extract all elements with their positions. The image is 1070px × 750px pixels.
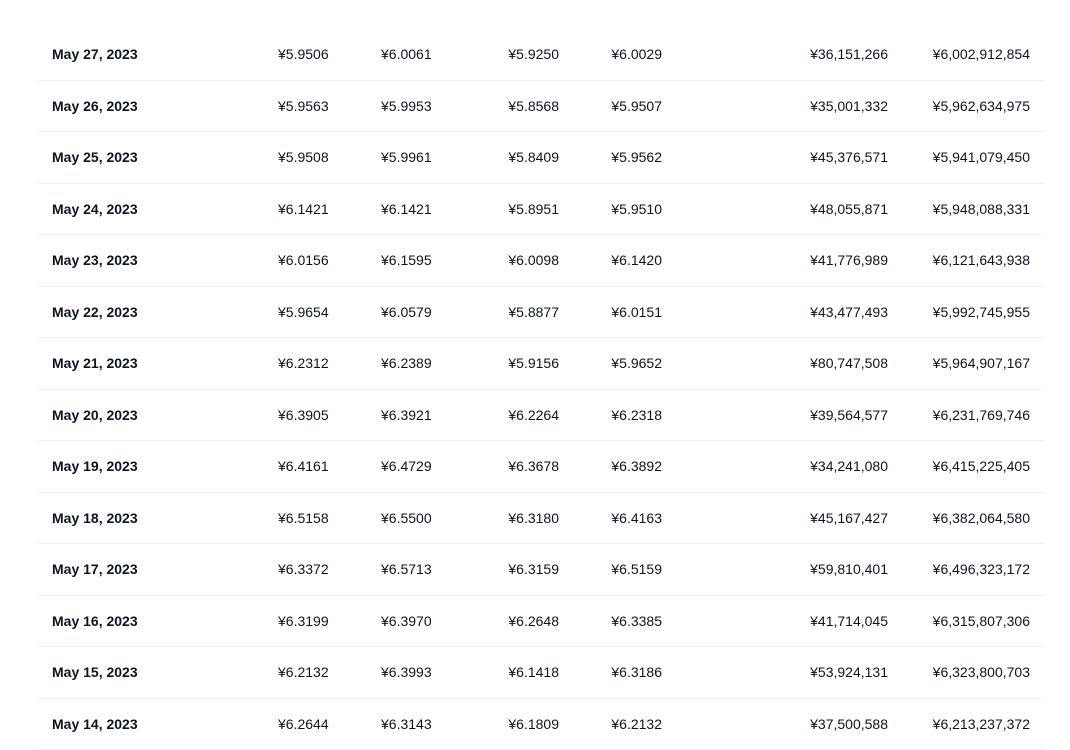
table-row: [38, 184, 1044, 236]
volume-cell: ¥43,477,493: [810, 287, 888, 338]
market-cap-cell: ¥6,496,323,172: [933, 544, 1030, 595]
market-cap-cell: ¥5,964,907,167: [933, 338, 1030, 389]
high-price-cell: ¥6.3921: [381, 390, 432, 441]
table-row: [38, 441, 1044, 493]
date-cell: May 27, 2023: [52, 29, 138, 80]
market-cap-cell: ¥6,213,237,372: [933, 699, 1030, 750]
table-row: [38, 699, 1044, 750]
high-price-cell: ¥5.9953: [381, 81, 432, 132]
date-cell: May 14, 2023: [52, 699, 138, 750]
open-price-cell: ¥6.1421: [278, 184, 329, 235]
market-cap-cell: ¥5,992,745,955: [933, 287, 1030, 338]
close-price-cell: ¥6.0151: [611, 287, 662, 338]
low-price-cell: ¥5.8951: [508, 184, 559, 235]
table-row: [38, 235, 1044, 287]
volume-cell: ¥59,810,401: [810, 544, 888, 595]
high-price-cell: ¥6.4729: [381, 441, 432, 492]
date-cell: May 26, 2023: [52, 81, 138, 132]
date-cell: May 23, 2023: [52, 235, 138, 286]
high-price-cell: ¥6.5500: [381, 493, 432, 544]
market-cap-cell: ¥6,231,769,746: [933, 390, 1030, 441]
table-row: [38, 287, 1044, 339]
volume-cell: ¥80,747,508: [810, 338, 888, 389]
high-price-cell: ¥6.0061: [381, 29, 432, 80]
low-price-cell: ¥5.8409: [508, 132, 559, 183]
volume-cell: ¥36,151,266: [810, 29, 888, 80]
high-price-cell: ¥6.3993: [381, 647, 432, 698]
close-price-cell: ¥6.0029: [611, 29, 662, 80]
high-price-cell: ¥6.5713: [381, 544, 432, 595]
market-cap-cell: ¥6,002,912,854: [933, 29, 1030, 80]
open-price-cell: ¥5.9506: [278, 29, 329, 80]
date-cell: May 21, 2023: [52, 338, 138, 389]
volume-cell: ¥37,500,588: [810, 699, 888, 750]
date-cell: May 20, 2023: [52, 390, 138, 441]
market-cap-cell: ¥6,315,807,306: [933, 596, 1030, 647]
high-price-cell: ¥6.1595: [381, 235, 432, 286]
table-row: [38, 647, 1044, 699]
date-cell: May 16, 2023: [52, 596, 138, 647]
table-row: [38, 132, 1044, 184]
volume-cell: ¥41,714,045: [810, 596, 888, 647]
table-row: [38, 338, 1044, 390]
open-price-cell: ¥5.9508: [278, 132, 329, 183]
close-price-cell: ¥6.2318: [611, 390, 662, 441]
close-price-cell: ¥6.1420: [611, 235, 662, 286]
date-cell: May 17, 2023: [52, 544, 138, 595]
high-price-cell: ¥5.9961: [381, 132, 432, 183]
market-cap-cell: ¥6,415,225,405: [933, 441, 1030, 492]
date-cell: May 24, 2023: [52, 184, 138, 235]
volume-cell: ¥34,241,080: [810, 441, 888, 492]
volume-cell: ¥45,376,571: [810, 132, 888, 183]
open-price-cell: ¥6.3199: [278, 596, 329, 647]
date-cell: May 22, 2023: [52, 287, 138, 338]
low-price-cell: ¥5.9156: [508, 338, 559, 389]
close-price-cell: ¥6.3892: [611, 441, 662, 492]
high-price-cell: ¥6.2389: [381, 338, 432, 389]
market-cap-cell: ¥5,941,079,450: [933, 132, 1030, 183]
date-cell: May 25, 2023: [52, 132, 138, 183]
low-price-cell: ¥6.3678: [508, 441, 559, 492]
open-price-cell: ¥6.3372: [278, 544, 329, 595]
high-price-cell: ¥6.0579: [381, 287, 432, 338]
high-price-cell: ¥6.1421: [381, 184, 432, 235]
close-price-cell: ¥5.9562: [611, 132, 662, 183]
market-cap-cell: ¥5,948,088,331: [933, 184, 1030, 235]
low-price-cell: ¥5.9250: [508, 29, 559, 80]
open-price-cell: ¥6.4161: [278, 441, 329, 492]
table-row: [38, 81, 1044, 133]
low-price-cell: ¥5.8877: [508, 287, 559, 338]
volume-cell: ¥35,001,332: [810, 81, 888, 132]
date-cell: May 19, 2023: [52, 441, 138, 492]
close-price-cell: ¥5.9652: [611, 338, 662, 389]
high-price-cell: ¥6.3143: [381, 699, 432, 750]
volume-cell: ¥48,055,871: [810, 184, 888, 235]
table-row: [38, 29, 1044, 81]
open-price-cell: ¥5.9654: [278, 287, 329, 338]
open-price-cell: ¥6.3905: [278, 390, 329, 441]
open-price-cell: ¥6.2644: [278, 699, 329, 750]
market-cap-cell: ¥5,962,634,975: [933, 81, 1030, 132]
volume-cell: ¥39,564,577: [810, 390, 888, 441]
close-price-cell: ¥6.5159: [611, 544, 662, 595]
close-price-cell: ¥6.2132: [611, 699, 662, 750]
close-price-cell: ¥6.4163: [611, 493, 662, 544]
open-price-cell: ¥6.2132: [278, 647, 329, 698]
volume-cell: ¥41,776,989: [810, 235, 888, 286]
low-price-cell: ¥6.1418: [508, 647, 559, 698]
table-body: [38, 29, 1044, 750]
low-price-cell: ¥6.2648: [508, 596, 559, 647]
close-price-cell: ¥6.3186: [611, 647, 662, 698]
market-cap-cell: ¥6,323,800,703: [933, 647, 1030, 698]
date-cell: May 18, 2023: [52, 493, 138, 544]
low-price-cell: ¥6.1809: [508, 699, 559, 750]
open-price-cell: ¥6.2312: [278, 338, 329, 389]
low-price-cell: ¥6.0098: [508, 235, 559, 286]
close-price-cell: ¥5.9510: [611, 184, 662, 235]
low-price-cell: ¥5.8568: [508, 81, 559, 132]
historical-data-table: [38, 29, 1044, 750]
table-row: [38, 493, 1044, 545]
market-cap-cell: ¥6,121,643,938: [933, 235, 1030, 286]
low-price-cell: ¥6.3180: [508, 493, 559, 544]
date-cell: May 15, 2023: [52, 647, 138, 698]
volume-cell: ¥45,167,427: [810, 493, 888, 544]
volume-cell: ¥53,924,131: [810, 647, 888, 698]
low-price-cell: ¥6.3159: [508, 544, 559, 595]
table-row: [38, 544, 1044, 596]
table-row: [38, 390, 1044, 442]
open-price-cell: ¥6.0156: [278, 235, 329, 286]
close-price-cell: ¥5.9507: [611, 81, 662, 132]
low-price-cell: ¥6.2264: [508, 390, 559, 441]
close-price-cell: ¥6.3385: [611, 596, 662, 647]
high-price-cell: ¥6.3970: [381, 596, 432, 647]
open-price-cell: ¥6.5158: [278, 493, 329, 544]
open-price-cell: ¥5.9563: [278, 81, 329, 132]
table-row: [38, 596, 1044, 648]
market-cap-cell: ¥6,382,064,580: [933, 493, 1030, 544]
